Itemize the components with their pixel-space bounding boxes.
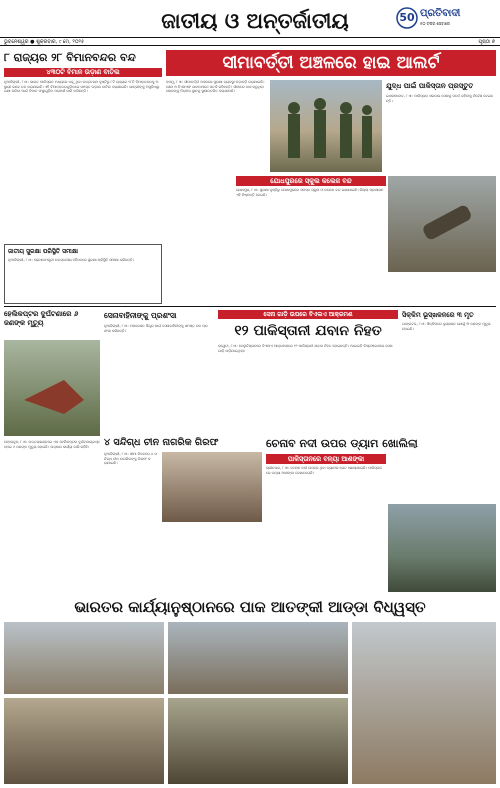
- airports-headline: ୮ ରାଜ୍ୟର ୨୮ ବିମାନବନ୍ଦର ବନ୍ଦ: [4, 51, 136, 64]
- divider: [4, 306, 496, 307]
- soldiers-kicker: ସେନା ଗାଡ଼ି ଉପରେ ବିଏଲଏ ଆକ୍ରମଣ: [218, 310, 398, 319]
- wreckage-icon: [4, 340, 100, 436]
- soldiers-body: କ୍ୱେଟା, ୮।୫: ବେଲୁଚିସ୍ତାନରେ ବିଏଲଏ ଆକ୍ରମଣରେ ୧୨ ପାକିସ୍ତାନୀ ଯବାନ ନିହତ ହୋଇଛନ୍ତି। ଆଇଇଡି ବିସ୍ଫୋରଣରେ ସେନା ଗାଡ଼ି ଉଡ଼ିଯାଇଥିଲା।: [218, 344, 393, 353]
- sikkim-headline: ସିକ୍କିମ ଭୂସ୍ଖଳନରେ ୩ ମୃତ: [402, 311, 474, 319]
- debris-icon: [388, 176, 496, 272]
- arrest-headline: ୪ ସନ୍ଦିଗ୍ଧ ଚୀନ ନାଗରିକ ଗିରଫ: [104, 437, 219, 448]
- page-number: ପୃଷ୍ଠା ୭: [478, 39, 495, 45]
- dateline-bar: [0, 37, 500, 46]
- airports-strap: ୪୩୦ଟି ବିମାନ ଉଡ଼ାଣ ବାତିଲ: [4, 68, 162, 77]
- chenab-body: ଶ୍ରୀନଗର, ୮।୫: ଚେନାବ ନଦୀ ଉପରେ ଥିବା ଡ୍ୟାମର ଗେଟ ଖୋଲାଯାଇଛି। ପାକିସ୍ତାନରେ ବନ୍ୟା ଆଶଙ୍କା ଦେଖାଦେଇଛି।: [266, 466, 382, 475]
- terror-site-photo-4: [4, 698, 164, 784]
- security-review-body: ନୂଆଦିଲ୍ଲୀ, ୮।୫: ପ୍ରଧାନମନ୍ତ୍ରୀ ଉଚ୍ଚସ୍ତରୀୟ ବୈଠକରେ ସୁରକ୍ଷା ପରିସ୍ଥିତି ସମୀକ୍ଷା କରିଛନ୍ତି।: [8, 258, 135, 262]
- masthead: [0, 0, 500, 46]
- army-praise-headline: ସେନାବାହିନୀଙ୍କୁ ପ୍ରଶଂସା: [104, 311, 177, 320]
- logo-emblem: [395, 6, 419, 30]
- helicopter-body: ଦେହରାଦୁନ, ୮।୫: ଉତ୍ତରାଖଣ୍ଡରେ ଏକ ହେଲିକପ୍ଟର ଦୁର୍ଘଟଣାଗ୍ରସ୍ତ ହୋଇ ୬ ଜଣଙ୍କ ମୃତ୍ୟୁ ହୋଇଛି। ଉଦ୍ଧାର କାର୍ଯ୍ୟ ଜାରି ରହିଛି।: [4, 440, 100, 449]
- missile-debris-photo: [388, 176, 496, 272]
- pak-terror-headline: ଭାରତର କାର୍ଯ୍ୟାନୁଷ୍ଠାନରେ ପାକ ଆତଙ୍କୀ ଆଡ୍ଡା ବିଧ୍ୱସ୍ତ: [74, 598, 426, 616]
- terror-site-photo-5: [168, 698, 348, 784]
- pakistan-ready-headline: ଯୁଦ୍ଧ ପାଇଁ ପାକିସ୍ତାନ ପ୍ରସ୍ତୁତ: [386, 82, 474, 90]
- arrest-body: ନୂଆଦିଲ୍ଲୀ, ୮।୫: ସୀମା ନିକଟରେ ୪ ସନ୍ଦିଗ୍ଧ ଚୀନ ନାଗରିକଙ୍କୁ ଗିରଫ କରାଯାଇଛି।: [104, 452, 157, 466]
- soldiers-silhouette-icon: [270, 80, 382, 172]
- brand-name: ପ୍ରତିବାଦୀ: [420, 8, 461, 19]
- airports-body: ନୂଆଦିଲ୍ଲୀ, ୮।୫: ଭାରତ ପାକିସ୍ତାନ ମଧ୍ୟରେ ବଢ଼ୁଥିବା ଉତ୍ତେଜନା ଦୃଷ୍ଟିରୁ ୮ଟି ରାଜ୍ୟର ୨୮ଟି ବିମାନବନ୍ଦରକୁ ଅସ୍ଥାୟୀ ଭାବେ ବନ୍ଦ କରାଯାଇଛି। ଏହି ବିମାନବନ୍ଦରଗୁଡ଼ିକରେ ସମସ୍ତ ଉଡ଼ାଣ ବାତିଲ କରାଯାଇଛି। ଯାତ୍ରୀଙ୍କୁ ଅସୁବିଧାରୁ ରକ୍ଷା କରିବା ପାଇଁ ବିମାନ ସଂସ୍ଥାଗୁଡ଼ିକ ପରାମର୍ଶ ଜାରି କରିଛନ୍ତି।: [4, 80, 160, 94]
- chenab-headline: ଚେନାବ ନଦୀ ଉପର ଡ୍ୟାମ ଖୋଲିଲା: [266, 437, 418, 450]
- pakistan-ready-body: ଇସଲାମାବାଦ, ୮।୫: ପାକିସ୍ତାନ ସରକାର ସେନାକୁ ସତର୍କ ରହିବାକୁ ନିର୍ଦ୍ଦେଶ ଦେଇଛନ୍ତି।: [386, 94, 493, 103]
- jodhpur-body: ଯୋଧପୁର, ୮।୫: ସୁରକ୍ଷା ଦୃଷ୍ଟିରୁ ଯୋଧପୁରରେ ସମସ୍ତ ସ୍କୁଲ ଓ କଲେଜ ବନ୍ଦ ରଖାଯାଇଛି। ଜିଲ୍ଲା ପ୍ରଶାସନ ଏହି ନିଷ୍ପତ୍ତି ନେଇଛି।: [236, 188, 384, 197]
- army-praise-body: ନୂଆଦିଲ୍ଲୀ, ୮।୫: ଅପରେସନ ସିନ୍ଦୂର ପାଇଁ ସେନାବାହିନୀଙ୍କୁ ସମସ୍ତ ଦଳ ପ୍ରଶଂସା କରିଛନ୍ତି।: [104, 324, 208, 333]
- arrest-photo: [162, 452, 262, 522]
- dam-photo: [388, 504, 496, 592]
- terror-site-photo-2: [168, 622, 348, 694]
- soldiers-headline: ୧୨ ପାକିସ୍ତାନୀ ଯବାନ ନିହତ: [234, 323, 382, 339]
- border-body: ଜମ୍ମୁ, ୮।୫: ସୀମାବର୍ତ୍ତୀ ଅଞ୍ଚଳରେ ସୁରକ୍ଷା ବ୍ୟବସ୍ଥା କଡ଼ାକଡ଼ି କରାଯାଇଛି। ସେନା ଓ ବିଏସଏଫ ଯବାନମାନେ ସତର୍କ ରହିଛନ୍ତି। ସୀମାରେ ବାସ କରୁଥିବା ଲୋକଙ୍କୁ ନିରାପଦ ସ୍ଥାନକୁ ସ୍ଥାନାନ୍ତରିତ କରାଯାଉଛି।: [166, 80, 265, 94]
- terror-site-photo-1: [4, 622, 164, 694]
- jodhpur-strap: ଯୋଧପୁରରେ ସ୍କୁଲ କଲେଜ ବନ୍ଦ: [236, 176, 386, 186]
- logo-number: 50: [399, 11, 415, 24]
- security-review-headline: ଜାତୀୟ ସୁରକ୍ଷା ପରିସ୍ଥିତି ସମୀକ୍ଷା: [8, 248, 79, 255]
- section-title: ଜାତୀୟ ଓ ଅନ୍ତର୍ଜାତୀୟ: [161, 9, 349, 33]
- border-headline: ସୀମାବର୍ତ୍ତୀ ଅଞ୍ଚଳରେ ହାଇ ଆଲର୍ଟ: [166, 50, 496, 76]
- helicopter-photo: [4, 340, 100, 436]
- terror-site-photo-3: [352, 622, 496, 784]
- sikkim-body: ଗାଙ୍ଗଟକ, ୮।୫: ସିକ୍କିମରେ ଭୂସ୍ଖଳନ ଯୋଗୁଁ ୩ ଜଣଙ୍କ ମୃତ୍ୟୁ ହୋଇଛି।: [402, 322, 491, 331]
- soldiers-photo: [270, 80, 382, 172]
- security-review-box: [4, 244, 162, 304]
- helicopter-headline: ହେଲିକପ୍ଟର ଦୁର୍ଘଟଣାରେ ୬ ଜଣଙ୍କ ମୃତ୍ୟୁ: [4, 310, 79, 327]
- chenab-strap: ପାକିସ୍ତାନରେ ବନ୍ୟା ଆଶଙ୍କା: [266, 454, 386, 464]
- dateline: ଭୁବନେଶ୍ୱର ● ଶୁକ୍ରବାର, ୯ ମେ, ୨୦୨୫: [4, 39, 85, 45]
- brand-tagline: ୫୦ ବର୍ଷର ସେବାରେ: [420, 22, 450, 26]
